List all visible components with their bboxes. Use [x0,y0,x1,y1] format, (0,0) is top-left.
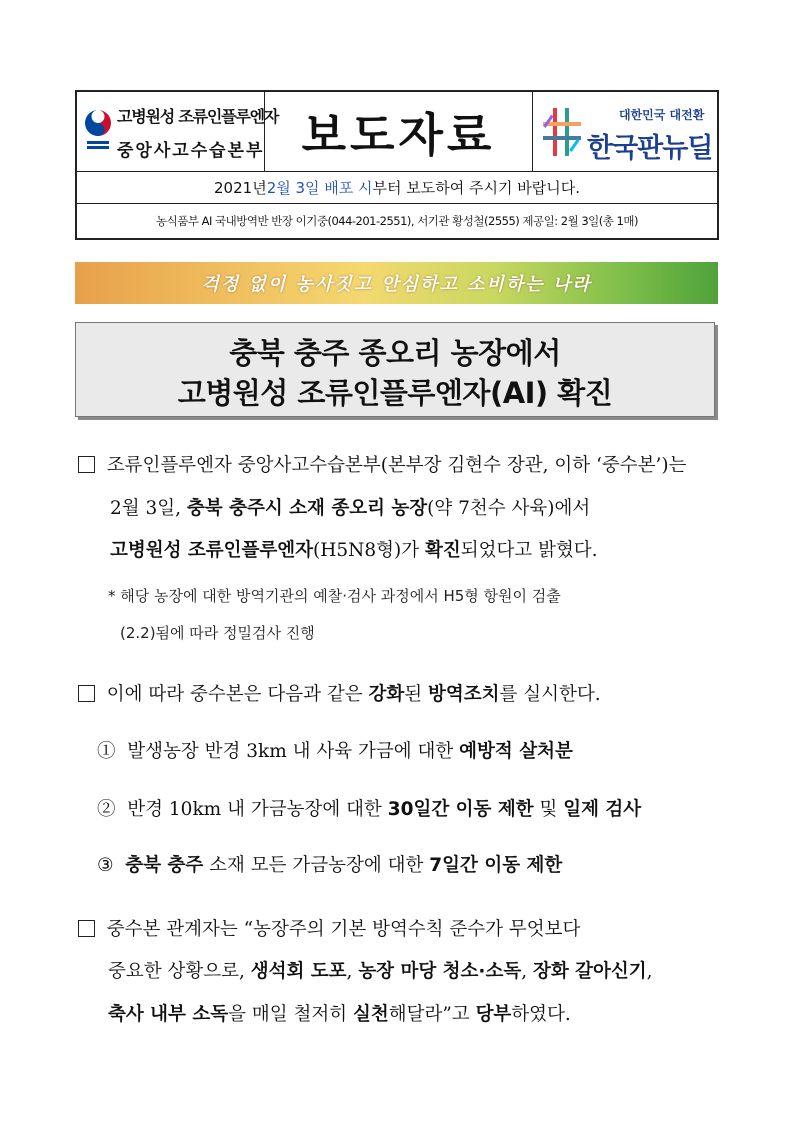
section2-item3 [97,851,562,877]
release-suffix: 부터 보도하여 주시기 바랍니다. [372,179,580,197]
s2-item2-num: ② [97,799,116,820]
org-name-line2: 중앙사고수습본부 [117,141,265,161]
headline-line2: 고병원성 조류인플루엔자(AI) 확진 [177,376,613,410]
s2-intro-d: 방역조치 [428,684,500,705]
s2-intro-b: 강화 [368,684,405,705]
new-deal-logo-icon [541,104,583,160]
section3-line1 [78,915,580,941]
s1-l3a: 고병원성 조류인플루엔자 [110,540,314,561]
s2-item3-a: 충북 충주 [125,855,204,876]
checkbox-bullet-icon [78,920,95,937]
s3-l2g: , [646,961,653,982]
headline-line1: 충북 충주 종오리 농장에서 [229,336,561,370]
s1-l2b: 충북 충주시 소재 종오리 농장 [186,498,428,519]
brand-subtitle: 대한민국 대전환 [619,108,705,122]
s3-l3f: 하였다. [511,1004,571,1025]
s2-intro-e: 를 실시한다. [499,684,601,705]
s3-l3d: 해달라”고 [388,1004,476,1025]
section3-line2 [108,957,653,983]
s3-l3b: 을 매일 철저히 [228,1004,353,1025]
section1-note1: * 해당 농장에 대한 방역기관의 예찰·검사 과정에서 H5형 항원이 검출 [108,587,561,605]
checkbox-bullet-icon [78,456,95,473]
s1-l3c: 확진 [424,540,461,561]
s3-l2e: , [521,961,533,982]
s2-item3-b: 소재 모든 가금농장에 대한 [203,855,430,876]
brand-logo-cell [533,92,717,172]
release-date: 2월 3일 배포 시 [266,179,373,197]
section1-line1 [78,451,687,477]
s3-l2f: 장화 갈아신기 [532,961,647,982]
s3-l2b: 생석회 도포 [250,961,347,982]
s3-l1: 중수본 관계자는 “농장주의 기본 방역수칙 준수가 무엇보다 [106,919,581,940]
s2-item2-d: 일제 검사 [563,799,642,820]
s3-l2a: 중요한 상황으로, [108,961,251,982]
section2-item1 [97,737,573,763]
doc-type-title: 보도자료 [265,92,533,172]
org-logo-cell [77,92,279,172]
headline-box [75,322,715,417]
s2-item3-c: 7일간 이동 제한 [429,855,563,876]
slogan-text: 걱정 없이 농사짓고 안심하고 소비하는 나라 [201,274,592,295]
section2-item2 [97,795,641,821]
s2-item1-b: 예방적 살처분 [459,741,573,762]
section1-note2: (2.2)됨에 따라 정밀검사 진행 [120,624,315,642]
contact-row: 농식품부 AI 국내방역반 반장 이기중(044-201-2551), 서기관 황성철(2555) 제공일: 2월 3일(총 1매) [156,214,638,228]
section1-text1: 조류인플루엔자 중앙사고수습본부(본부장 김현수 장관, 이하 ‘중수본’)는 [106,455,687,476]
section3-line3 [108,1000,571,1026]
s2-item3-num: ③ [97,855,114,876]
section1-line2 [110,494,590,520]
header-top-row [77,92,717,172]
s2-item1-num: ① [97,741,116,762]
header-table [75,90,719,240]
s1-l3d: 되었다고 밝혔다. [460,540,598,561]
release-row [77,172,717,204]
brand-title: 한국판뉴딜 [587,133,713,164]
slogan-banner [75,262,718,304]
s3-l2c: , [346,961,359,982]
section1-line3 [110,536,598,562]
s3-l3a: 축사 내부 소독 [108,1004,229,1025]
s2-item2-a: 반경 10km 내 가금농장에 대한 [127,799,388,820]
checkbox-bullet-icon [78,685,95,702]
section2-intro [78,680,601,706]
org-name-line1: 고병원성 조류인플루엔자 [117,107,279,126]
s2-item2-b: 30일간 이동 제한 [387,799,534,820]
s2-item2-c: 및 [533,799,564,820]
government-emblem-icon [83,108,113,152]
s3-l3e: 당부 [475,1004,512,1025]
s1-l2c: (약 7천수 사육)에서 [427,498,591,519]
s3-l3c: 실천 [352,1004,389,1025]
s2-item1-a: 발생농장 반경 3km 내 사육 가금에 대한 [127,741,460,762]
s1-l2a: 2월 3일, [110,498,187,519]
s2-intro-c: 된 [404,684,429,705]
s1-l3b: (H5N8형)가 [313,540,425,561]
release-prefix: 2021년 [214,179,267,197]
s2-intro-a: 이에 따라 중수본은 다음과 같은 [106,684,369,705]
s3-l2d: 농장 마당 청소·소독 [358,961,522,982]
